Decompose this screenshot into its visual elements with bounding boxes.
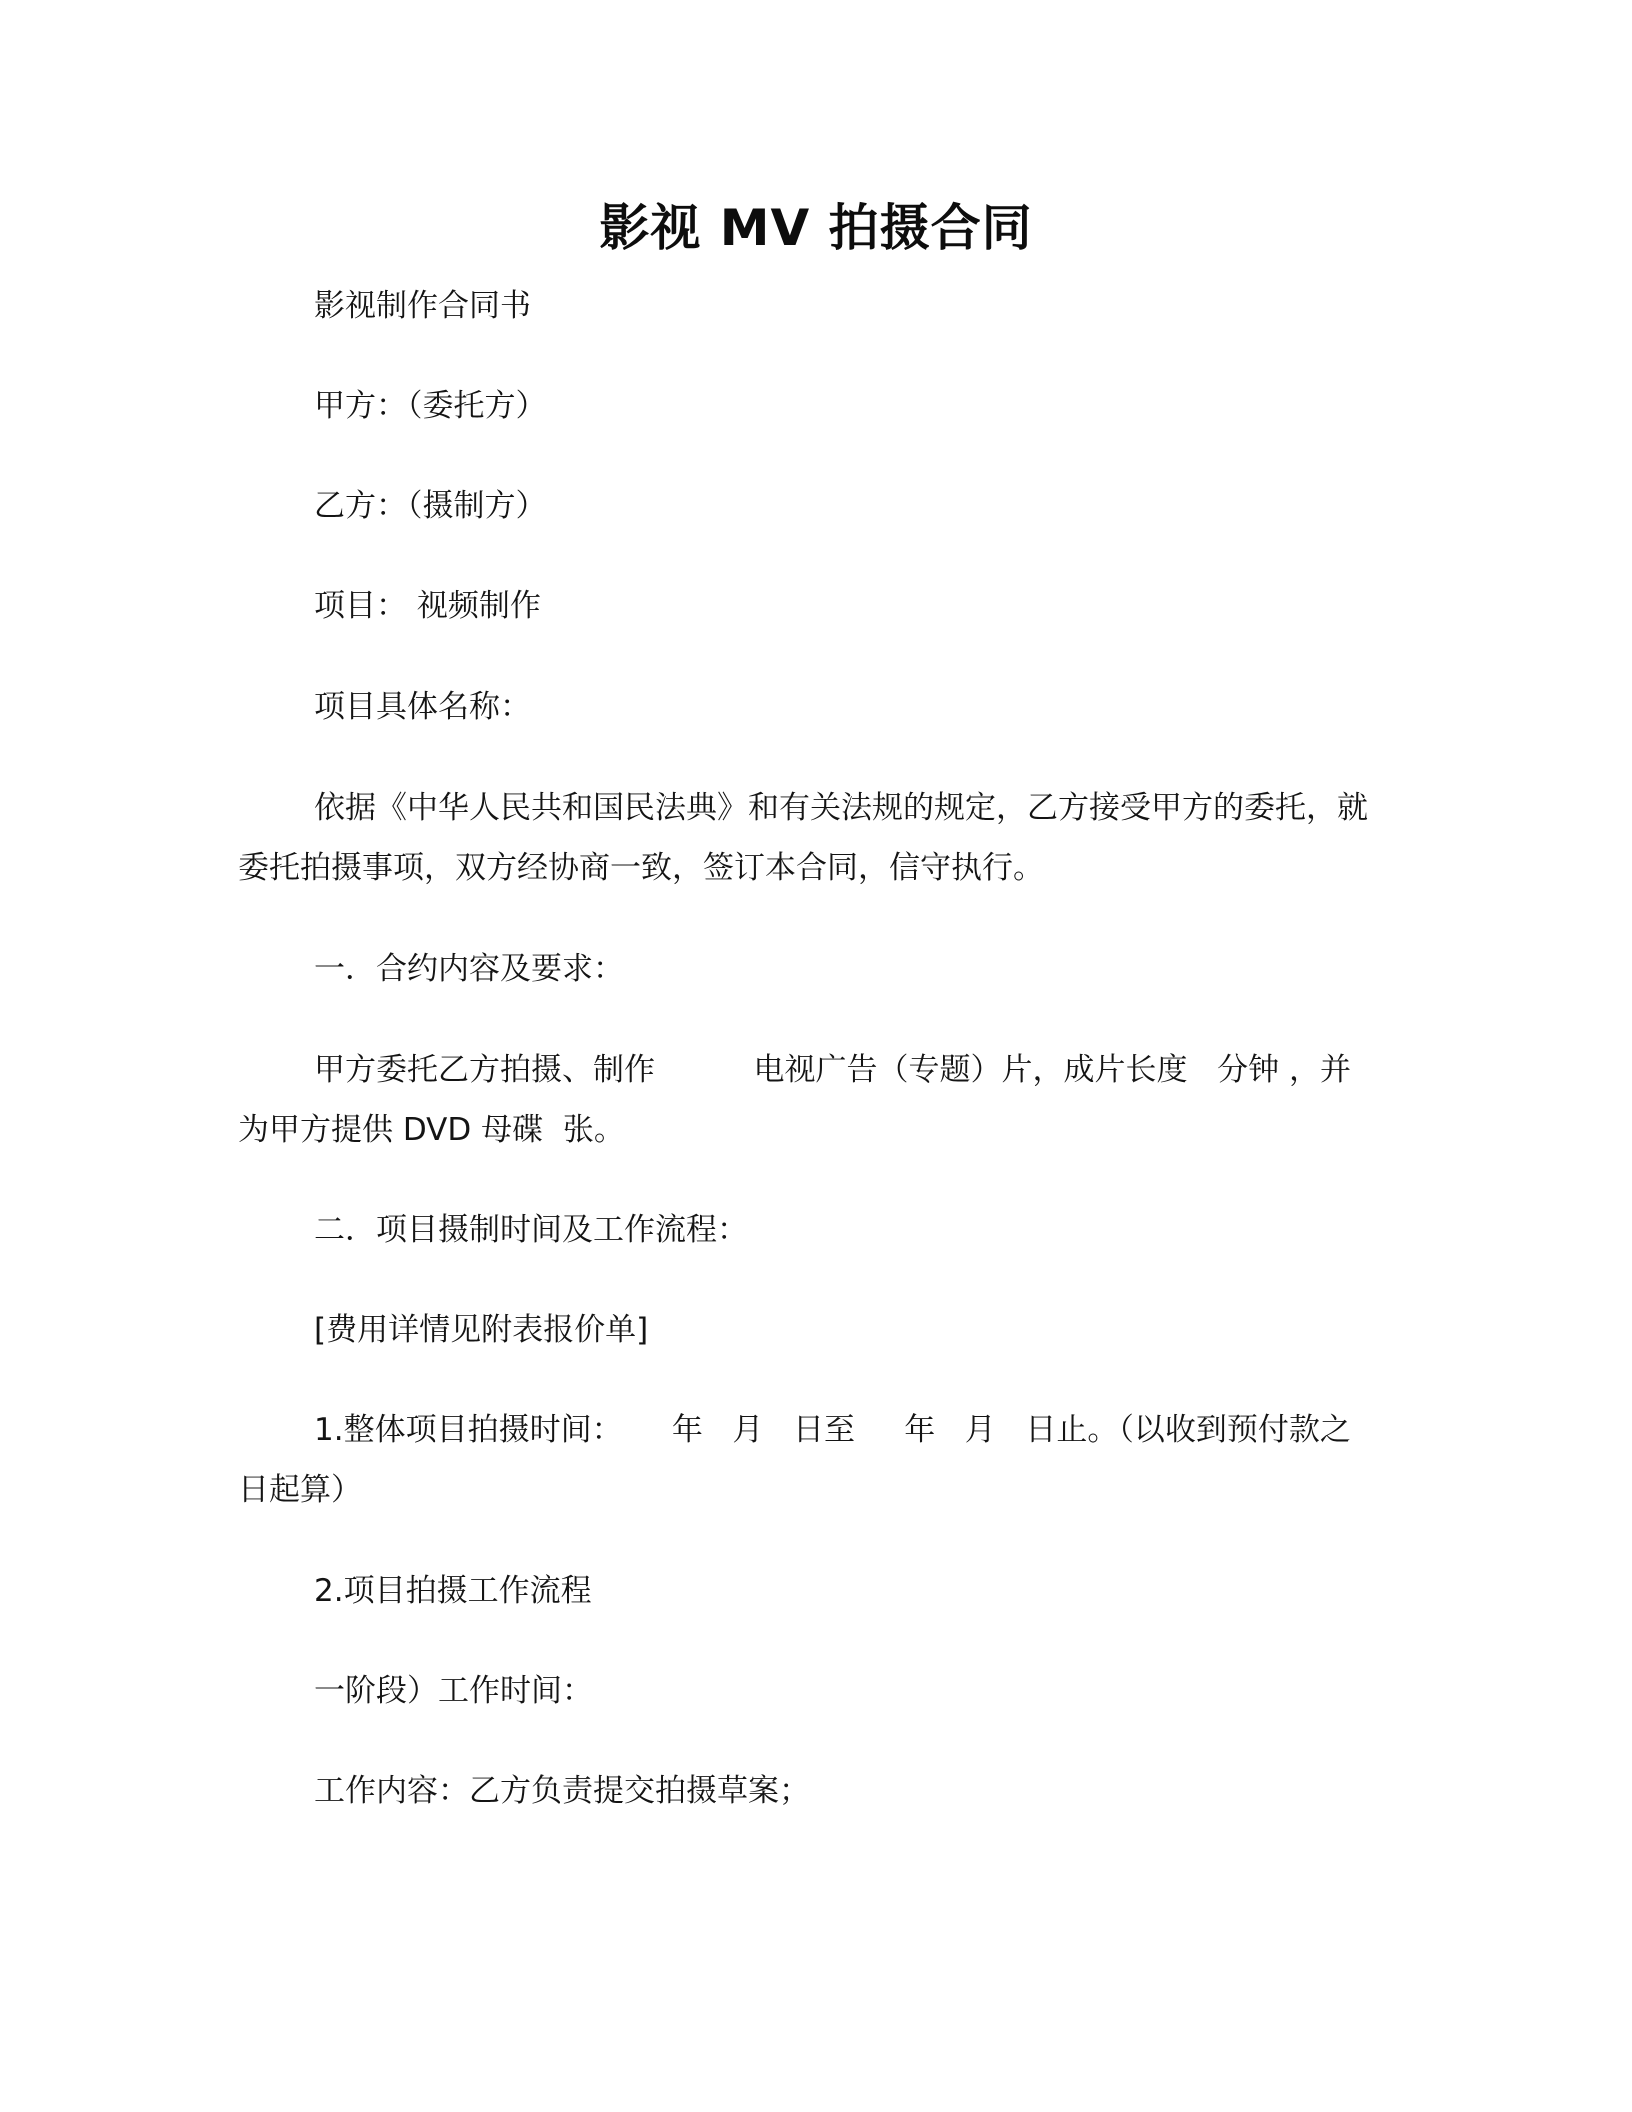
section1-heading: 一．合约内容及要求： (314, 951, 624, 987)
project-line: 项目： 视频制作 (314, 588, 541, 624)
fee-note: [费用详情见附表报价单] (314, 1312, 649, 1348)
work-content-line: 工作内容：乙方负责提交拍摄草案； (314, 1773, 810, 1809)
section1-paragraph (238, 1040, 1368, 1160)
item1-text: 1.整体项目拍摄时间： 年 月 日至 年 月 日止。（以收到预付款之日起算） (238, 1412, 1351, 1508)
stage1-line: 一阶段）工作时间： (314, 1673, 593, 1709)
intro-text: 依据《中华人民共和国民法典》和有关法规的规定，乙方接受甲方的委托，就委托拍摄事项，双方经协商一致，签订本合同，信守执行。 (238, 790, 1368, 886)
item2-line: 2.项目拍摄工作流程 (314, 1573, 592, 1609)
party-a-line: 甲方：（委托方） (314, 388, 547, 424)
item1-paragraph (238, 1400, 1368, 1520)
document-subtitle: 影视制作合同书 (314, 288, 531, 324)
project-name-line: 项目具体名称： (314, 689, 531, 725)
party-b-line: 乙方：（摄制方） (314, 488, 547, 524)
intro-paragraph (238, 778, 1368, 898)
section1-text: 甲方委托乙方拍摄、制作 电视广告（专题）片，成片长度 分钟 ，并为甲方提供 DVD 母碟 张。 (238, 1052, 1351, 1148)
document-title: 影视 MV 拍摄合同 (599, 199, 1033, 257)
section2-heading: 二．项目摄制时间及工作流程： (314, 1212, 748, 1248)
